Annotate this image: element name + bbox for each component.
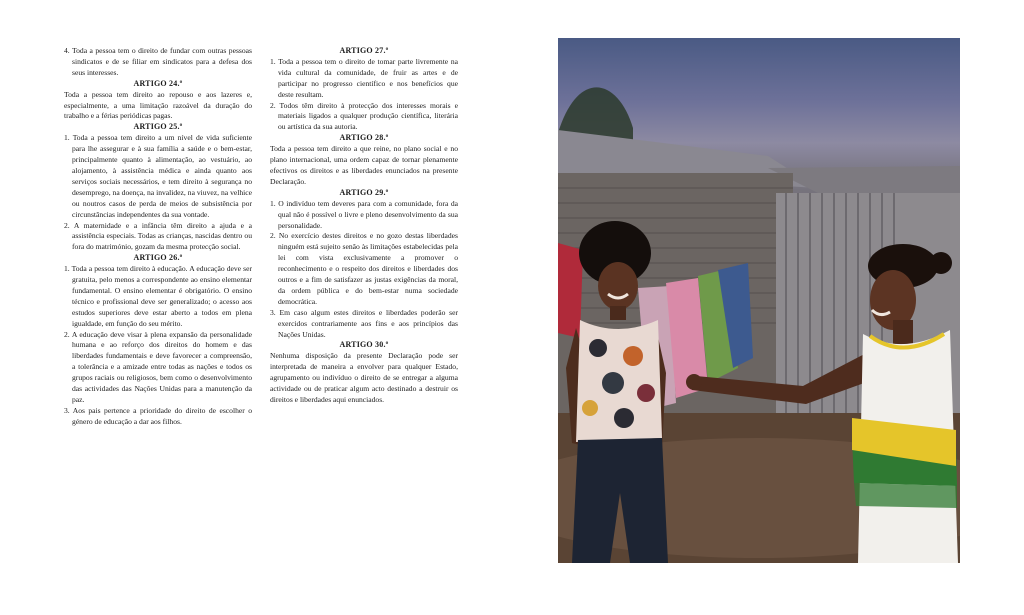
numbered-clause: 1. Toda a pessoa tem o direito de tomar parte livremente na vida cultural da comunidade, de fruir as artes e de participar no progresso científico e nos benefícios que deste resultam. (270, 56, 458, 99)
numbered-clause: 4. Toda a pessoa tem o direito de fundar com outras pessoas sindicatos e de se filiar em sindicatos para a defesa dos seus interesses. (64, 46, 252, 77)
article-heading: ARTIGO 28.º (339, 133, 389, 143)
article-heading: ARTIGO 24.º (133, 78, 183, 88)
article-paragraph: Toda a pessoa tem direito a que reine, no plano social e no plano internacional, uma ordem capaz de tornar plenamente efectivos os direitos e as liberdades enunciados na presente Declaração. (270, 144, 458, 186)
article-heading: ARTIGO 27.º (339, 46, 389, 55)
numbered-clause: 3. Aos pais pertence a prioridade do direito de escolher o género de educação a dar aos filhos. (64, 405, 252, 426)
article-heading: ARTIGO 26.º (133, 253, 183, 263)
left-text-column (64, 46, 252, 428)
middle-text-column (270, 46, 458, 406)
numbered-clause: 2. Todos têm direito à protecção dos interesses morais e materiais ligados a qualquer produção científica, literária ou artística da sua autoria. (270, 100, 458, 132)
numbered-clause: 2. No exercício destes direitos e no gozo destas liberdades ninguém está sujeito senão às limitações estabelecidas pela lei com vista exclusivamente a promover o reconhecimento e o respeito dos direitos e liberdades dos outros e a fim de satisfazer as justas exigências da moral, da ordem pública e do bem-estar numa sociedade democrática. (270, 231, 458, 306)
numbered-clause: 3. Em caso algum estes direitos e liberdades poderão ser exercidos contrariamente aos fins e aos princípios das Nações Unidas. (270, 307, 458, 339)
numbered-clause: 1. O indivíduo tem deveres para com a comunidade, fora da qual não é possível o livre e pleno desenvolvimento da sua personalidade. (270, 198, 458, 230)
numbered-clause: 1. Toda a pessoa tem direito a um nível de vida suficiente para lhe assegurar e à sua família a saúde e o bem-estar, principalmente quanto à alimentação, ao vestuário, ao alojamento, à assistência médica e ainda quanto aos serviços sociais necessários, e tem direito à segurança no desemprego, na doença, na invalidez, na viuvez, na velhice ou noutros casos de perda de meios de subsistência por circunstâncias independentes da sua vontade. (64, 133, 252, 219)
article-paragraph: Toda a pessoa tem direito ao repouso e aos lazeres e, especialmente, a uma limitação razoável da duração do trabalho e a férias periódicas pagas. (64, 89, 252, 121)
photo-two-women-by-shacks (558, 38, 960, 563)
numbered-clause: 2. A educação deve visar à plena expansão da personalidade humana e ao reforço dos direitos do homem e das liberdades fundamentais e deve favorecer a compreensão, a tolerância e a amizade entre todas as nações e todos os grupos raciais ou religiosos, bem como o desenvolvimento das actividades das Nações Unidas para a manutenção da paz. (64, 329, 252, 404)
article-paragraph: Nenhuma disposição da presente Declaração pode ser interpretada de maneira a envolver para qualquer Estado, agrupamento ou indivíduo o direito de se entregar a alguma actividade ou de praticar algum acto destinado a destruir os direitos e liberdades aqui enunciados. (270, 351, 458, 404)
numbered-clause: 1. Toda a pessoa tem direito à educação. A educação deve ser gratuita, pelo menos a correspondente ao ensino elementar fundamental. O ensino elementar é obrigatório. O ensino técnico e profissional deve ser generalizado; o acesso aos estudos superiores deve estar aberto a todos em plena igualdade, em função do seu mérito. (64, 264, 252, 328)
article-heading: ARTIGO 25.º (133, 122, 183, 132)
numbered-clause: 2. A maternidade e a infância têm direito a ajuda e a assistência especiais. Todas as crianças, nascidas dentro ou fora do matrimónio, gozam da mesma protecção social. (64, 220, 252, 252)
article-heading: ARTIGO 29.º (339, 187, 389, 197)
article-heading: ARTIGO 30.º (339, 340, 389, 350)
